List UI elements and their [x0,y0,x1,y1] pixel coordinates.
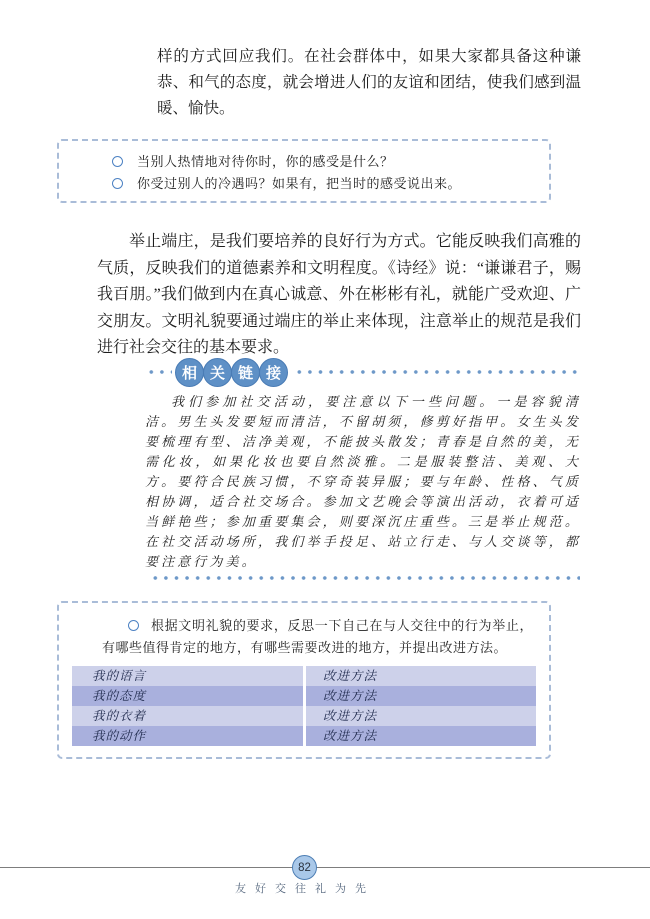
related-links-badge-char-1: 相 [175,358,204,387]
method-cell: 改进方法 [306,726,536,746]
related-links-badge-char-3: 链 [231,358,260,387]
related-links-badge-char-4: 接 [259,358,288,387]
reflection-table [72,666,536,746]
method-cell: 改进方法 [306,666,536,686]
item-cell: 我的衣着 [72,706,303,726]
related-links-header [146,357,578,387]
page-number-badge: 82 [292,855,317,880]
chapter-footer-title: 友好交往礼为先 [235,883,375,895]
item-cell: 我的语言 [72,666,303,686]
activity-question-text: 根据文明礼貌的要求，反思一下自己在与人交往中的行为举止，有哪些值得肯定的地方，有哪些需要改进的地方，并提出改进方法。 [102,618,533,655]
item-cell: 我的动作 [72,726,303,746]
dotted-line-right [294,369,578,375]
table-row [72,706,536,726]
continuation-paragraph: 样的方式回应我们。在社会群体中，如果大家都具备这种谦恭、和气的态度，就会增进人们的友谊和团结，使我们感到温暖、愉快。 [157,48,581,117]
table-row [72,726,536,746]
discussion-box [57,139,551,203]
related-links-badge-char-2: 关 [203,358,232,387]
method-cell: 改进方法 [306,706,536,726]
method-cell: 改进方法 [306,686,536,706]
discussion-question-row [112,173,537,194]
discussion-question-1: 当别人热情地对待你时，你的感受是什么？ [137,154,394,169]
item-cell: 我的态度 [72,686,303,706]
discussion-question-2: 你受过别人的冷遇吗？如果有，把当时的感受说出来。 [137,176,462,191]
activity-question [102,615,533,659]
footer-rule [0,867,650,868]
table-row [72,666,536,686]
body-paragraph: 举止端庄，是我们要培养的良好行为方式。它能反映我们高雅的气质，反映我们的道德素养和文明程度。《诗经》说：“谦谦君子，赐我百朋。”我们做到内在真心诚意、外在彬彬有礼，就能广受欢迎、广交朋友。文明礼貌要通过端庄的举止来体现，注意举止的规范是我们进行社会交往的基本要求。 [97,233,581,356]
section-end-dotted-line [150,575,580,581]
discussion-question-row [112,151,537,172]
bullet-circle-icon [128,620,139,631]
dotted-line-left [146,369,172,375]
bullet-circle-icon [112,178,123,189]
table-row [72,686,536,706]
bullet-circle-icon [112,156,123,167]
related-links-body: 我们参加社交活动，要注意以下一些问题。一是容貌清洁。男生头发要短而清洁，不留胡须，修剪好指甲。女生头发要梳理有型、洁净美观，不能披头散发；青春是自然的美，无需化妆，如果化妆也要自然淡雅。二是服装整洁、美观、大方。要符合民族习惯，不穿奇装异服；要与年龄、性格、气质相协调，适合社交场合。参加文艺晚会等演出活动，衣着可适当鲜艳些；参加重要集会，则要深沉庄重些。三是举止规范。在社交活动场所，我们举手投足、站立行走、与人交谈等，都要注意行为美。 [145,394,581,569]
